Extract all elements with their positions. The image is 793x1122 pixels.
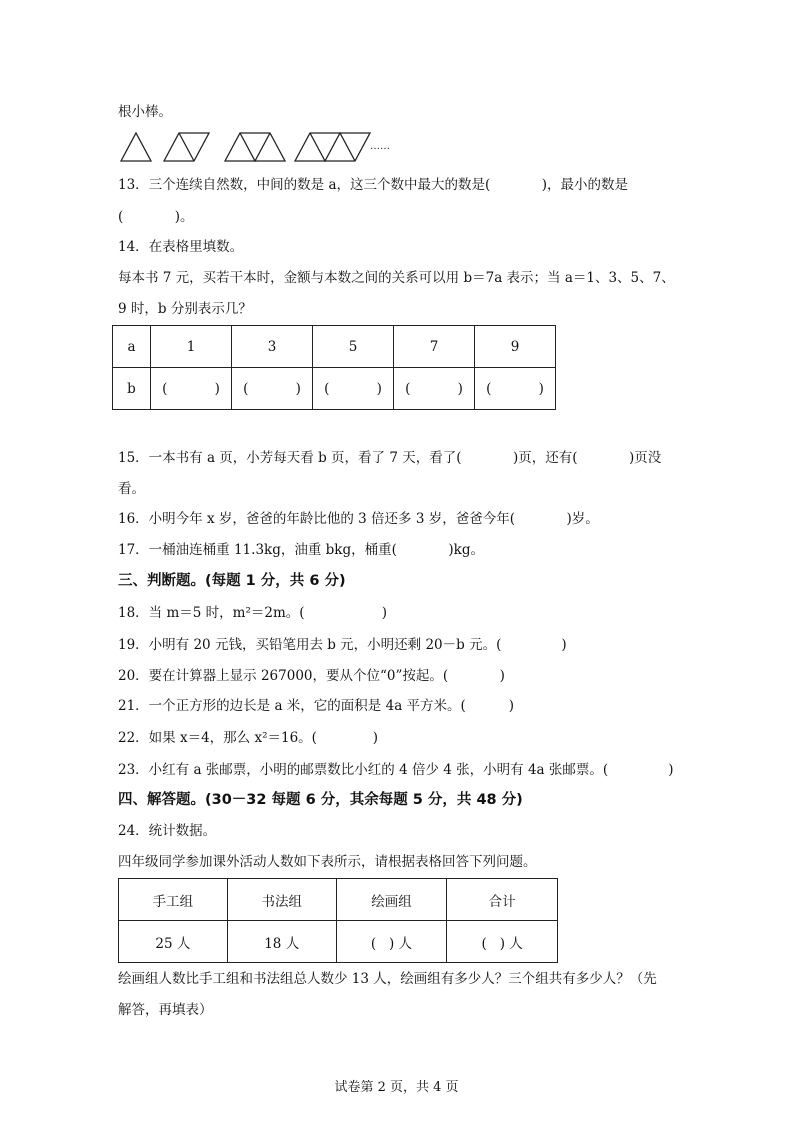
answer-blank[interactable]: ( ) (232, 368, 313, 410)
question-24-ask-cont: 解答，再填表） (118, 1002, 213, 1018)
cell: 3 (232, 326, 313, 368)
table-row-b (113, 368, 556, 410)
answer-blank[interactable]: ( ) (475, 368, 556, 410)
question-14: 14．在表格里填数。 (118, 239, 244, 255)
answer-blank[interactable]: ( ) 人 (336, 921, 447, 963)
question-14-desc-cont: 9 时，b 分别表示几？ (118, 301, 252, 317)
section-3-heading: 三、判断题。(每题 1 分，共 6 分) (118, 573, 346, 589)
activity-table (118, 878, 558, 963)
table-a-b (112, 325, 556, 410)
question-16: 16．小明今年 x 岁，爸爸的年龄比他的 3 倍还多 3 岁，爸爸今年( )岁。 (118, 511, 599, 527)
table-header-row (119, 879, 558, 921)
question-15: 15．一本书有 a 页，小芳每天看 b 页，看了 7 天，看了( )页，还有( )页没 (118, 450, 662, 466)
question-24-desc: 四年级同学参加课外活动人数如下表所示，请根据表格回答下列问题。 (118, 854, 537, 870)
question-17: 17．一桶油连桶重 11.3kg，油重 bkg，桶重( )kg。 (118, 542, 484, 558)
cell: b (113, 368, 151, 410)
cell: 1 (151, 326, 232, 368)
column-header: 绘画组 (336, 879, 447, 921)
question-23: 23．小红有 a 张邮票，小明的邮票数比小红的 4 倍少 4 张，小明有 4a 张邮票。( ) (118, 762, 674, 778)
triangle-1 (121, 133, 151, 161)
triangle-4 (295, 133, 370, 161)
question-15-cont: 看。 (118, 481, 145, 497)
cell: 5 (313, 326, 394, 368)
answer-blank[interactable]: ( ) (313, 368, 394, 410)
cell: 7 (394, 326, 475, 368)
question-21: 21．一个正方形的边长是 a 米，它的面积是 4a 平方米。( ) (118, 698, 514, 714)
question-22: 22．如果 x＝4，那么 x²＝16。( ) (118, 730, 378, 746)
ellipsis: …… (370, 141, 390, 152)
column-header: 书法组 (227, 879, 336, 921)
question-24: 24．统计数据。 (118, 823, 217, 839)
column-header: 合计 (447, 879, 558, 921)
question-24-ask: 绘画组人数比手工组和书法组总人数少 13 人，绘画组有多少人？三个组共有多少人？（先 (118, 971, 657, 987)
cell: 25 人 (119, 921, 228, 963)
question-20: 20．要在计算器上显示 267000，要从个位“0”按起。( ) (118, 668, 505, 684)
cell: 9 (475, 326, 556, 368)
answer-blank[interactable]: ( ) (151, 368, 232, 410)
section-4-heading: 四、解答题。(30－32 每题 6 分，其余每题 5 分，共 48 分) (118, 792, 523, 808)
question-14-desc: 每本书 7 元，买若干本时，金额与本数之间的关系可以用 b＝7a 表示；当 a＝1、3、5、7、 (118, 270, 675, 286)
q12-tail: 根小棒。 (118, 104, 172, 120)
table-row (119, 921, 558, 963)
answer-blank[interactable]: ( ) 人 (447, 921, 558, 963)
question-18: 18．当 m＝5 时，m²＝2m。( ) (118, 605, 388, 621)
table-row-a (113, 326, 556, 368)
question-13: 13．三个连续自然数，中间的数是 a，这三个数中最大的数是( )，最小的数是 (118, 177, 629, 193)
question-13-cont: ( )。 (118, 209, 194, 225)
triangle-3 (225, 133, 285, 161)
cell: 18 人 (227, 921, 336, 963)
cell: a (113, 326, 151, 368)
question-19: 19．小明有 20 元钱，买铅笔用去 b 元，小明还剩 20－b 元。( ) (118, 637, 567, 653)
column-header: 手工组 (119, 879, 228, 921)
page-footer: 试卷第 2 页，共 4 页 (334, 1080, 459, 1095)
triangle-2 (164, 133, 209, 161)
answer-blank[interactable]: ( ) (394, 368, 475, 410)
